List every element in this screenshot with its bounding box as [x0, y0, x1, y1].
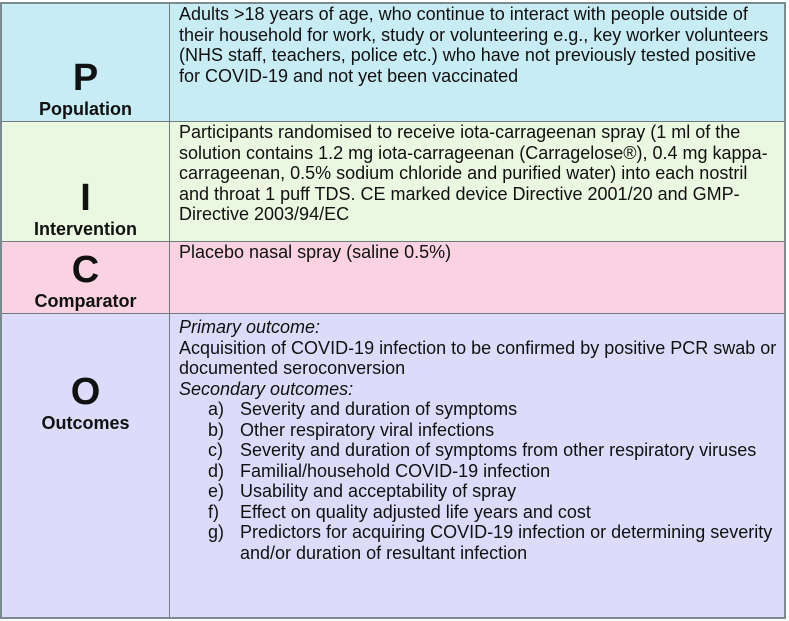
list-item-text: Severity and duration of symptoms: [240, 399, 518, 419]
intervention-content-cell: [170, 122, 784, 242]
intervention-label: Intervention: [33, 219, 137, 239]
population-content-cell: [170, 4, 784, 122]
intervention-text: Participants randomised to receive iota-carrageenan spray (1 ml of the solution contains 1.2 mg iota-carrageenan (Carragelose®), 0.4 mg kappa-carrageenan, 0.5% sodium chloride and purified water) into each nostril and throat 1 puff TDS. CE marked device Directive 2001/20 and GMP-Directive 2003/94/EC: [179, 122, 768, 224]
list-item-text: Effect on quality adjusted life years and cost: [240, 501, 591, 522]
list-marker: b): [208, 419, 225, 440]
population-label-cell: [2, 4, 170, 122]
secondary-outcome-item: [179, 481, 778, 502]
outcomes-letter: O: [70, 371, 101, 413]
population-label: Population: [39, 99, 132, 119]
list-marker: d): [208, 460, 225, 481]
secondary-outcomes-list: [179, 399, 778, 563]
outcomes-label: Outcomes: [41, 413, 130, 433]
list-marker: c): [208, 440, 223, 460]
secondary-outcome-item: [179, 420, 778, 441]
pico-table: [0, 2, 786, 619]
list-item-text: Familial/household COVID-19 infection: [240, 460, 551, 481]
outcomes-label-cell: [2, 314, 170, 617]
secondary-outcomes-heading: Secondary outcomes:: [179, 378, 354, 399]
list-item-text: Usability and acceptability of spray: [240, 481, 517, 501]
primary-outcome-text: Acquisition of COVID-19 infection to be confirmed by positive PCR swab or documented seroconversion: [179, 337, 777, 378]
population-text: Adults >18 years of age, who continue to interact with people outside of their household for work, study or volunteering e.g., key worker volunteers (NHS staff, teachers, police etc.) who have not previously tested positive for COVID-19 and not yet been vaccinated: [179, 4, 769, 86]
list-marker: a): [208, 399, 225, 419]
comparator-letter: C: [71, 249, 100, 291]
secondary-outcome-item: [179, 440, 778, 461]
secondary-outcome-item: [179, 522, 778, 563]
comparator-content-cell: [170, 242, 784, 314]
list-item-text: Severity and duration of symptoms from other respiratory viruses: [240, 440, 757, 460]
comparator-label: Comparator: [34, 291, 137, 311]
population-letter: P: [72, 57, 99, 99]
list-marker: e): [208, 481, 225, 501]
list-item-text: Predictors for acquiring COVID-19 infection or determining severity and/or duration of resultant infection: [240, 522, 773, 563]
secondary-outcome-item: [179, 399, 778, 420]
intervention-letter: I: [80, 177, 91, 219]
comparator-text: Placebo nasal spray (saline 0.5%): [179, 242, 452, 262]
primary-outcome-heading: Primary outcome:: [179, 317, 321, 337]
list-marker: f): [208, 501, 219, 522]
comparator-label-cell: [2, 242, 170, 314]
outcomes-content-cell: [170, 314, 784, 617]
secondary-outcome-item: [179, 461, 778, 482]
list-item-text: Other respiratory viral infections: [240, 419, 495, 440]
intervention-label-cell: [2, 122, 170, 242]
secondary-outcome-item: [179, 502, 778, 523]
list-marker: g): [208, 522, 225, 542]
